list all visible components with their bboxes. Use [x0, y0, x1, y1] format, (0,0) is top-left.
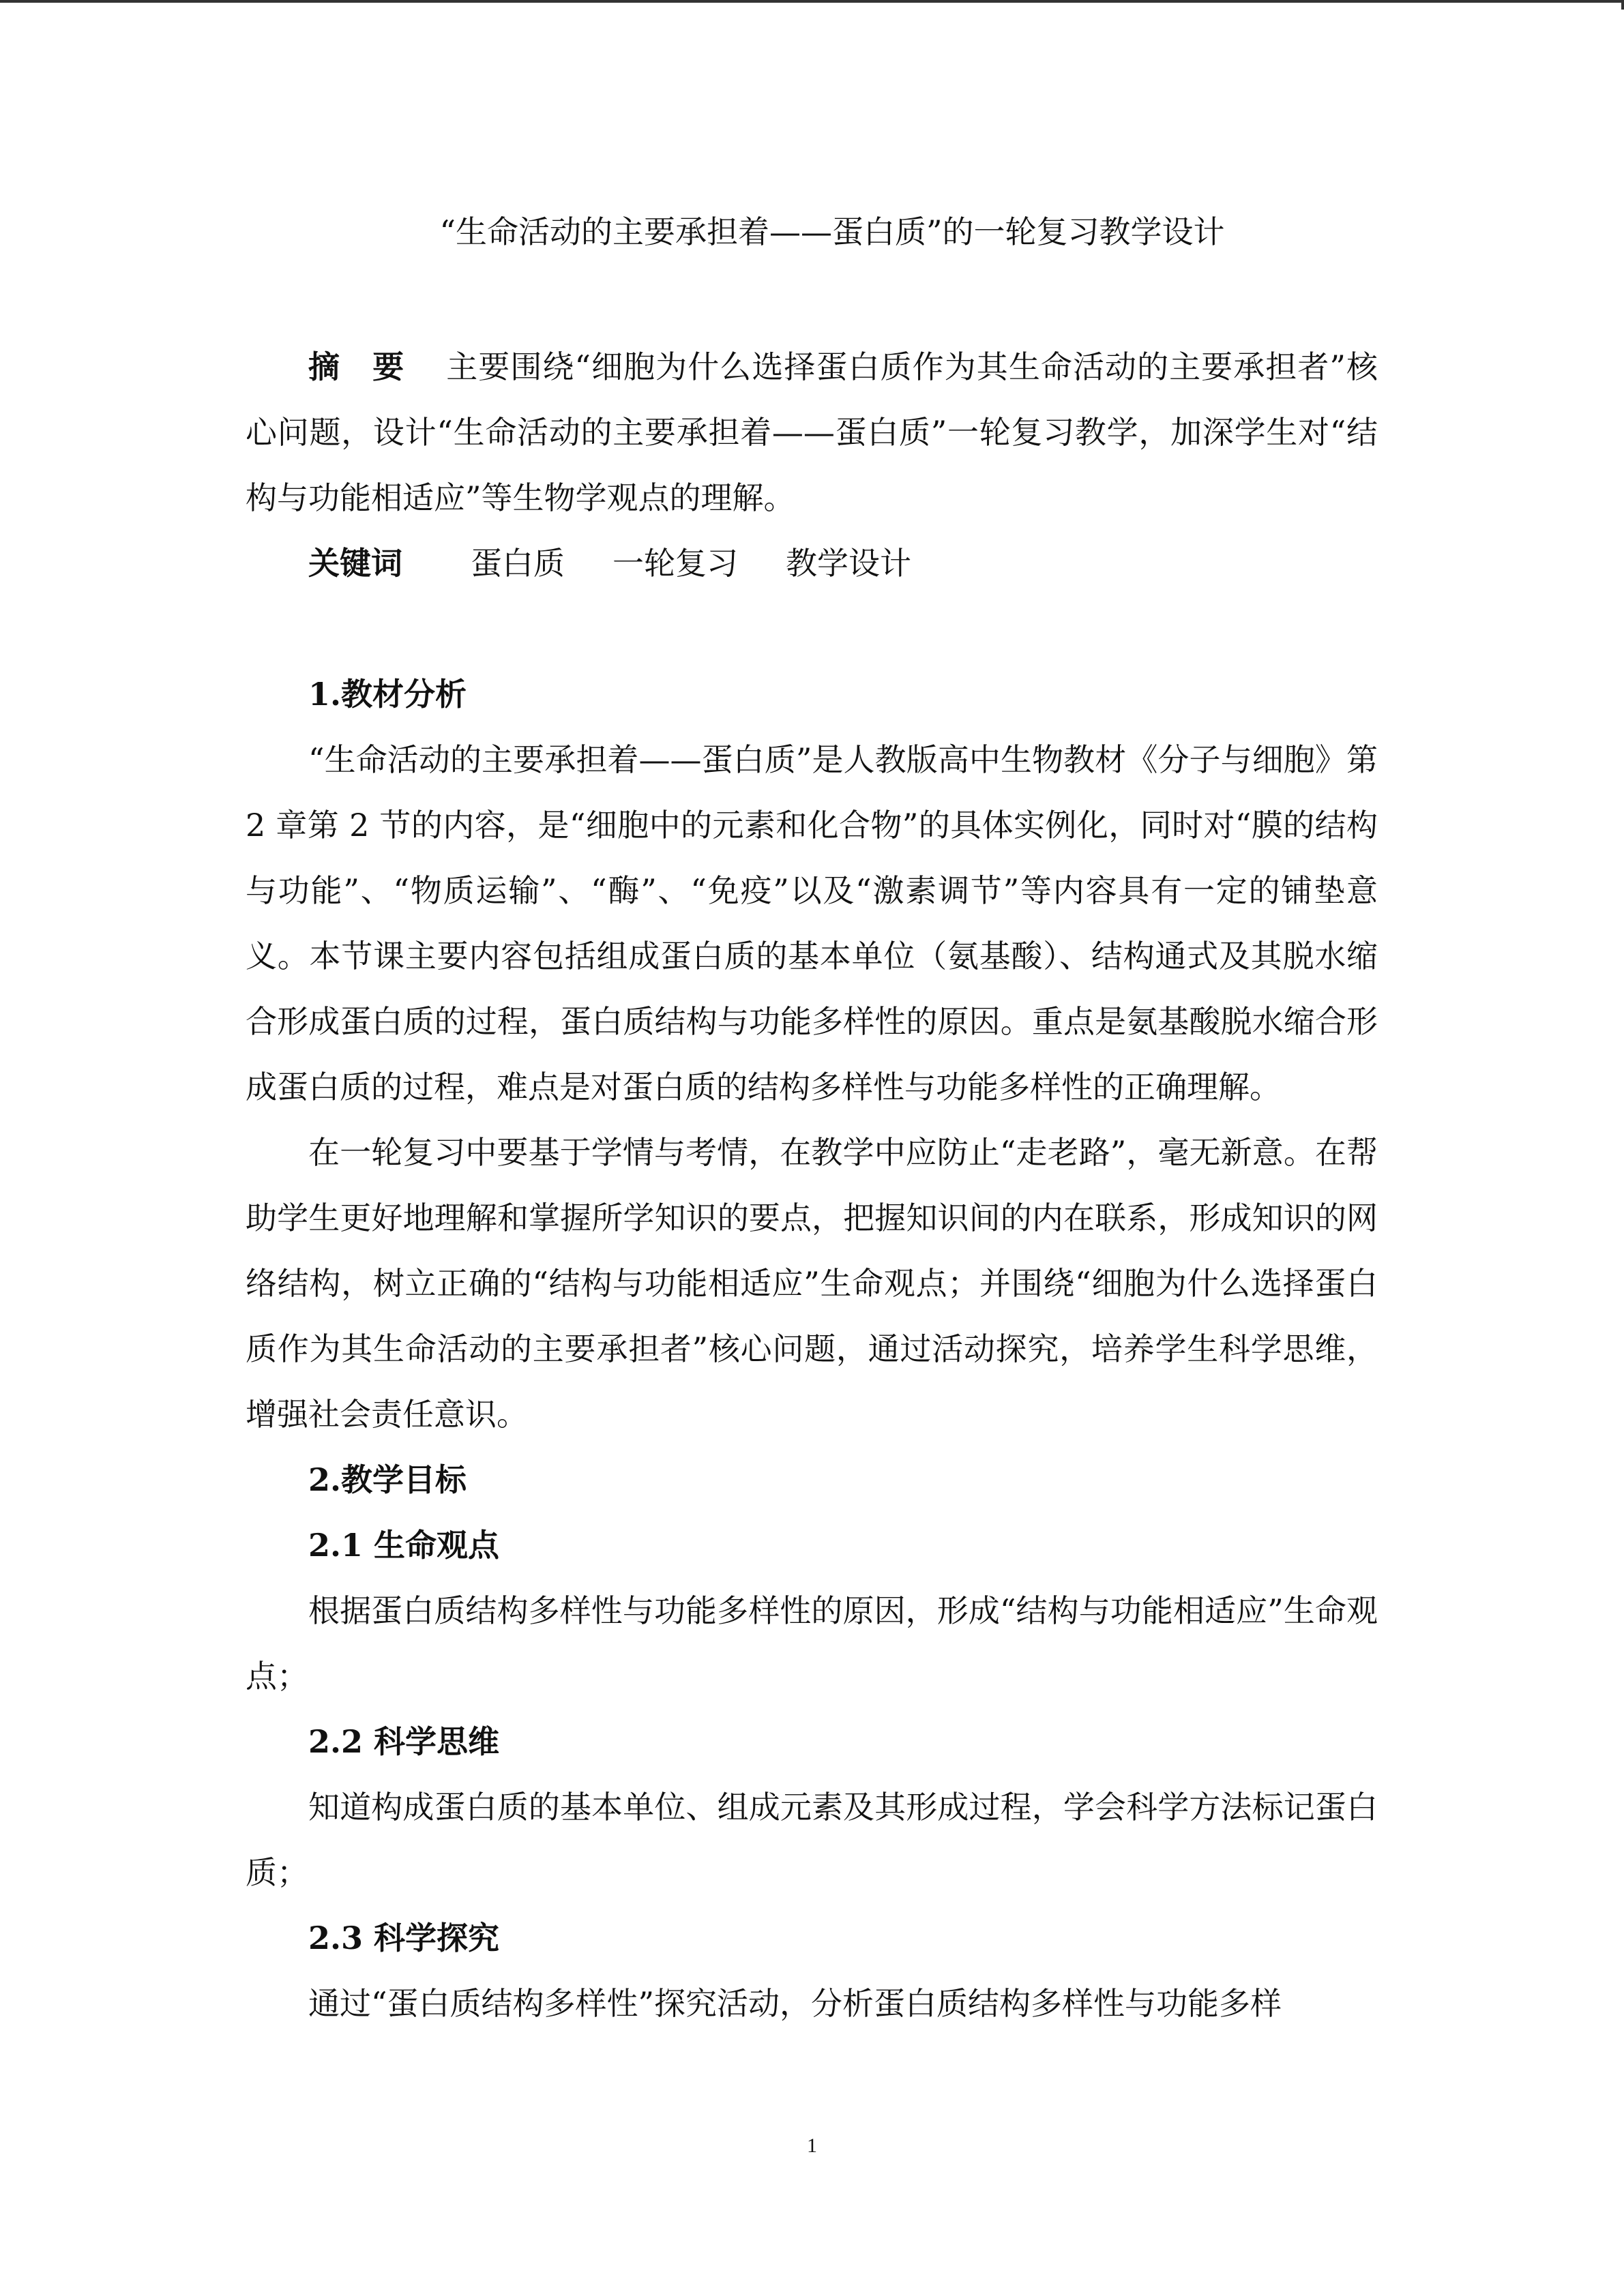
section1-paragraph-1: “生命活动的主要承担着——蛋白质”是人教版高中生物教材《分子与细胞》第 2 章第 2 节的内容，是“细胞中的元素和化合物”的具体实例化，同时对“膜的结构与功能”、“物质运输”、“酶”、“免疫”以及“激素调节”等内容具有一定的铺垫意义。本节课主要内容包括组成蛋白质的基本单位（氨基酸）、结构通式及其脱水缩合形成蛋白质的过程，蛋白质结构与功能多样性的原因。重点是氨基酸脱水缩合形成蛋白质的过程，难点是对蛋白质的结构多样性与功能多样性的正确理解。	[246, 741, 1378, 1105]
abstract-label: 摘 要	[308, 348, 405, 385]
subsection-text-life-concept: 根据蛋白质结构多样性与功能多样性的原因，形成“结构与功能相适应”生命观点；	[246, 1592, 1378, 1695]
keyword-item: 教学设计	[786, 545, 911, 582]
keyword-item: 一轮复习	[612, 545, 738, 582]
page-top-border	[0, 0, 1624, 3]
page-corner-mark	[1621, 0, 1624, 10]
section-heading-textbook-analysis: 1.教材分析	[308, 676, 467, 713]
subsection-text-scientific-inquiry: 通过“蛋白质结构多样性”探究活动，分析蛋白质结构多样性与功能多样	[308, 1985, 1282, 2022]
document-title: “生命活动的主要承担着——蛋白质”的一轮复习教学设计	[439, 213, 1225, 250]
keywords-line	[246, 531, 1378, 596]
abstract-text: 主要围绕“细胞为什么选择蛋白质作为其生命活动的主要承担者”核心问题，设计“生命活动的主要承担着——蛋白质”一轮复习教学，加深学生对“结构与功能相适应”等生物学观点的理解。	[246, 348, 1378, 516]
subsection-heading-scientific-inquiry: 2.3 科学探究	[308, 1920, 500, 1956]
keywords-label: 关键词	[308, 545, 402, 582]
abstract-paragraph	[246, 334, 1378, 531]
section1-paragraph-2: 在一轮复习中要基于学情与考情，在教学中应防止“走老路”，毫无新意。在帮助学生更好地理解和掌握所学知识的要点，把握知识间的内在联系，形成知识的网络结构，树立正确的“结构与功能相适应”生命观点；并围绕“细胞为什么选择蛋白质作为其生命活动的主要承担者”核心问题，通过活动探究，培养学生科学思维，增强社会责任意识。	[246, 1134, 1378, 1433]
subsection-text-scientific-thinking: 知道构成蛋白质的基本单位、组成元素及其形成过程，学会科学方法标记蛋白质；	[246, 1789, 1378, 1891]
subsection-heading-life-concept: 2.1 生命观点	[308, 1527, 500, 1564]
document-body	[246, 205, 1378, 2036]
subsection-heading-scientific-thinking: 2.2 科学思维	[308, 1723, 500, 1760]
keyword-item: 蛋白质	[471, 545, 565, 582]
section-heading-teaching-goals: 2.教学目标	[308, 1461, 467, 1498]
page-number: 1	[807, 2134, 817, 2157]
abstract-block	[246, 334, 1378, 531]
